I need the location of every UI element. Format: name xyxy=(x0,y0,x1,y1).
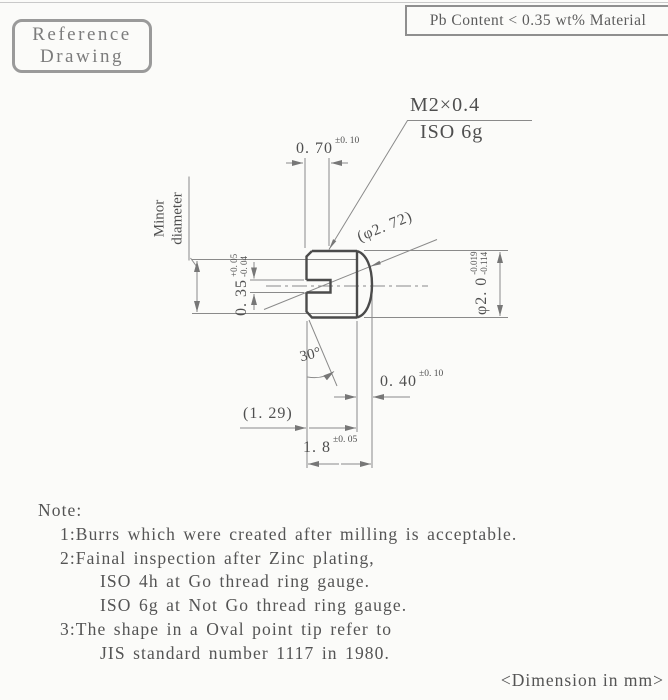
screw-outline xyxy=(307,251,373,318)
outer-diameter-tolerance: -0.019 -0.114 xyxy=(469,251,489,275)
note-line-3a: JIS standard number 1117 in 1980. xyxy=(100,642,390,663)
note-line-3: 3:The shape in a Oval point tip refer to xyxy=(60,618,393,639)
note-line-2b: ISO 6g at Not Go thread ring gauge. xyxy=(100,595,408,616)
notes-title: Note: xyxy=(38,500,83,520)
minor-diameter-label xyxy=(151,177,190,261)
dimension-unit-note: <Dimension in mm> xyxy=(500,670,664,690)
leader-arrowheads xyxy=(329,239,381,267)
minor-diameter-line2: diameter xyxy=(169,192,186,245)
minor-diameter-line1: Minor xyxy=(151,199,168,238)
slot-width-dim xyxy=(229,230,251,316)
thread-size-label: M2×0.4 xyxy=(410,94,481,116)
note-line-1: 1:Burrs which were created after milling is acceptable. xyxy=(60,523,518,544)
pb-content-box: Pb Content < 0.35 wt% Material xyxy=(405,5,668,36)
point-length-value: 0. 40 xyxy=(380,373,417,390)
stamp-line2: Drawing xyxy=(40,46,124,67)
overall-length-tolerance: ±0. 05 xyxy=(333,435,358,445)
outer-diameter-value: φ2. 0 xyxy=(473,276,490,315)
chamfer-angle-label: 30° xyxy=(298,344,323,366)
reference-drawing-stamp xyxy=(12,19,152,73)
slot-depth-dim xyxy=(296,136,360,158)
notes-block xyxy=(38,499,517,666)
reference-length-dim: (1. 29) xyxy=(243,405,293,422)
slot-width-value: 0. 35 xyxy=(233,279,250,316)
slot-depth-value: 0. 70 xyxy=(296,140,333,157)
point-length-tolerance: ±0. 10 xyxy=(419,369,444,379)
note-line-2a: ISO 4h at Go thread ring gauge. xyxy=(100,571,371,592)
sphere-diameter-ref: (φ2. 72) xyxy=(354,207,416,246)
slot-depth-tolerance: ±0. 10 xyxy=(335,136,360,146)
outer-diameter-dim xyxy=(469,219,491,315)
note-line-2: 2:Fainal inspection after Zinc plating, xyxy=(60,547,375,568)
thread-class-label: ISO 6g xyxy=(420,121,484,143)
overall-length-dim xyxy=(303,435,358,457)
overall-length-value: 1. 8 xyxy=(303,439,331,456)
point-length-dim xyxy=(380,369,444,391)
stamp-line1: Reference xyxy=(32,24,132,45)
slot-width-tolerance: +0. 05 -0. 04 xyxy=(229,253,249,277)
oval-point-arc xyxy=(357,251,372,318)
